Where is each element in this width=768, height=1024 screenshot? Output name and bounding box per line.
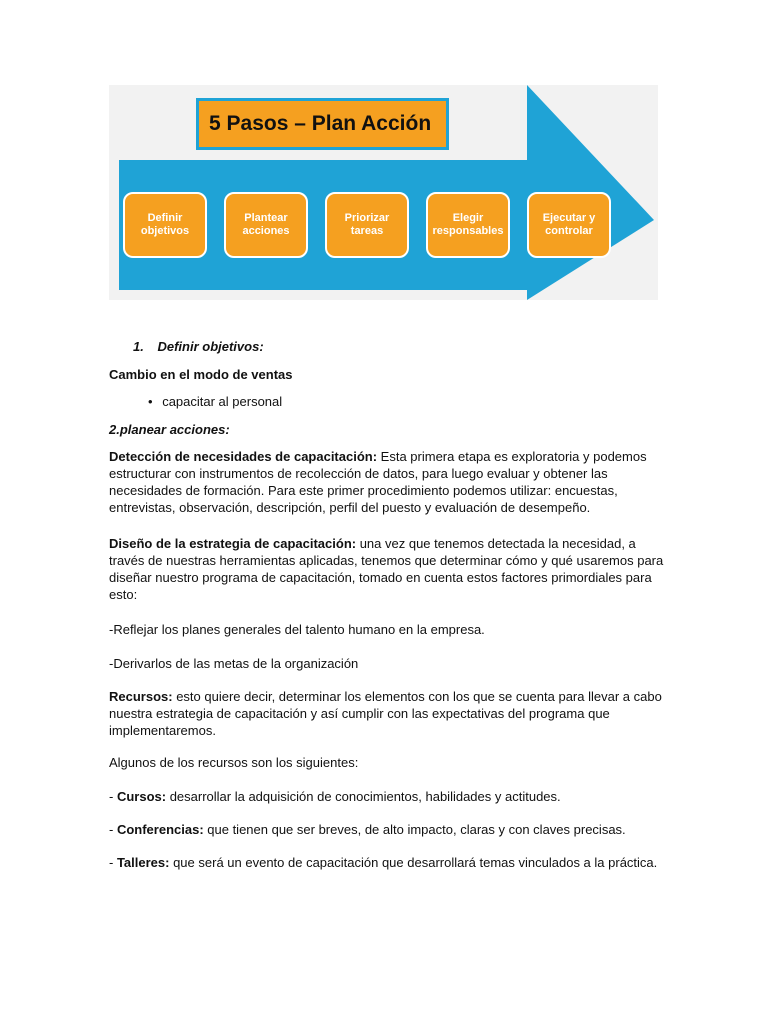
talleres-label: Talleres: [116,855,170,870]
figure-title: 5 Pasos – Plan Acción [196,98,449,150]
deteccion-paragraph [109,448,669,516]
bullet-item [148,393,708,410]
bullet-text: capacitar al personal [162,394,283,409]
algunos-line: Algunos de los recursos son los siguientes: [109,755,359,770]
recursos-text: esto quiere decir, determinar los elementos con los que se cuenta para llevar a cabo nuestra estrategia de capacitación y así cumplir con las expectativas del programa que implementaremos. [109,689,662,738]
item1-heading [133,338,693,355]
diseno-text: una vez que tenemos detectada la necesidad, a través de nuestras herramientas aplicadas, tenemos que determinar cómo y qué usaremos para diseñar nuestro programa de capacitación, tomado en cuenta estos factores primordiales para esto: [109,536,664,602]
derivarlos-line: -Derivarlos de las metas de la organización [109,656,359,671]
recursos-label: Recursos: [109,689,173,704]
item1-number: 1. [133,339,144,354]
cursos-line [109,788,669,805]
bullet-dot: • [148,394,153,409]
step-definir-objetivos: Definir objetivos [123,192,207,258]
talleres-prefix: - [109,855,117,870]
deteccion-label: Detección de necesidades de capacitación: [109,449,378,464]
conferencias-prefix: - [109,822,117,837]
step-ejecutar-controlar: Ejecutar y controlar [527,192,611,258]
step-elegir-responsables: Elegir responsables [426,192,510,258]
cursos-text: desarrollar la adquisición de conocimientos, habilidades y actitudes. [166,789,561,804]
diseno-label: Diseño de la estrategia de capacitación: [109,536,357,551]
talleres-text: que será un evento de capacitación que desarrollará temas vinculados a la práctica. [169,855,658,870]
step-plantear-acciones: Plantear acciones [224,192,308,258]
item1-label: Definir objetivos: [157,339,264,354]
cursos-prefix: - [109,789,117,804]
conferencias-label: Conferencias: [116,822,204,837]
diseno-paragraph [109,535,669,603]
step-priorizar-tareas: Priorizar tareas [325,192,409,258]
deteccion-text: Esta primera etapa es exploratoria y podemos estructurar con instrumentos de recolección de datos, para luego evaluar y obtener las necesidades de formación. Para este primer procedimiento podemos utilizar: encuestas, entrevistas, observación, descripción, perfil del puesto y evaluación de desempeño. [109,449,647,515]
recursos-paragraph [109,688,669,739]
reflejar-line: -Reflejar los planes generales del talento humano en la empresa. [109,622,485,637]
plan-accion-figure [109,85,658,300]
planear-heading: 2.planear acciones: [109,422,230,437]
talleres-line [109,854,669,871]
cambio-heading: Cambio en el modo de ventas [109,367,293,382]
conferencias-text: que tienen que ser breves, de alto impacto, claras y con claves precisas. [203,822,626,837]
cursos-label: Cursos: [116,789,167,804]
conferencias-line [109,821,669,838]
